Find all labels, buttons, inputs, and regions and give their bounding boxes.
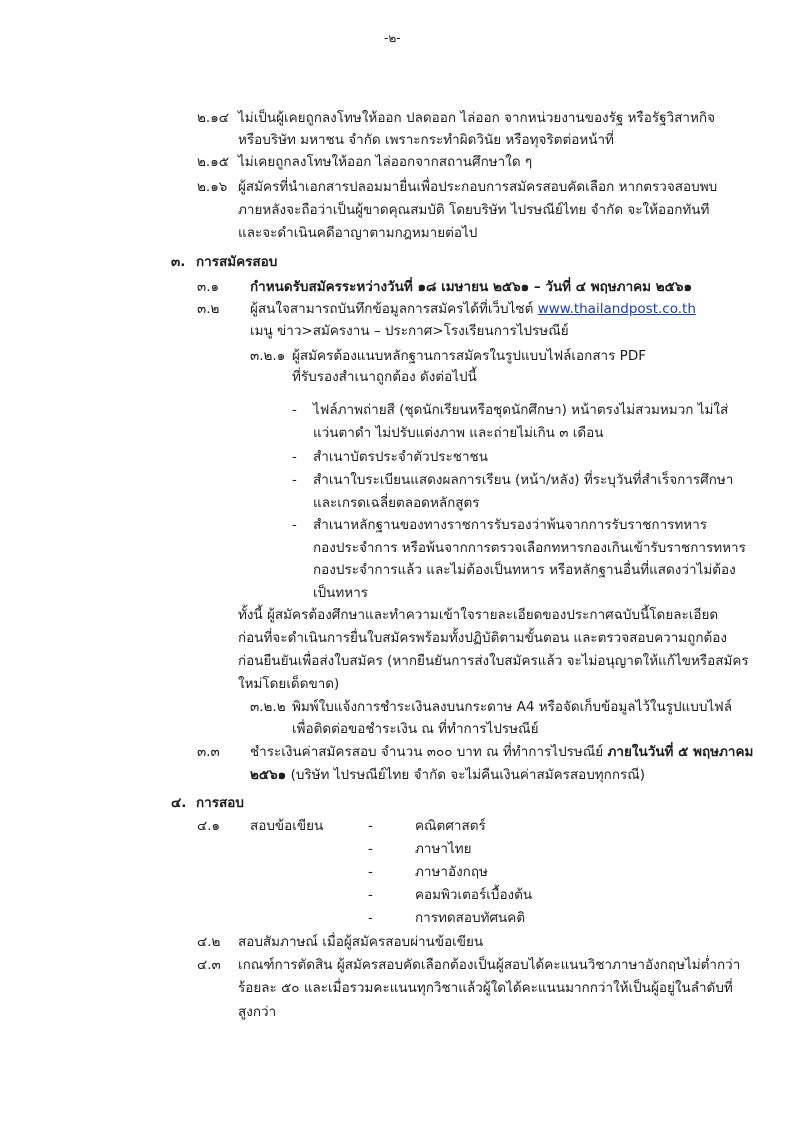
item-text: สอบข้อเขียน — [250, 818, 324, 834]
item-text: สูงกว่า — [238, 1004, 277, 1020]
item-text — [250, 299, 696, 319]
item-text: เกณฑ์การตัดสิน ผู้สมัครสอบคัดเลือกต้องเป็นผู้สอบได้คะแนนวิชาภาษาอังกฤษไม่ต่ำกว่า — [238, 957, 741, 973]
application-period: กำหนดรับสมัครระหว่างวันที่ ๑๘ เมษายน ๒๕๖๑ – วันที่ ๔ พฤษภาคม ๒๕๖๑ — [250, 279, 693, 295]
item-number: ๓.๒.๑ — [250, 348, 286, 364]
list-item: กองประจำการแล้ว และไม่ต้องเป็นทหาร หรือหลักฐานอื่นที่แสดงว่าไม่ต้อง — [313, 562, 736, 578]
bullet-dash: - — [368, 887, 373, 903]
section-title: การสมัครสอบ — [196, 254, 278, 270]
item-text: ผู้สมัครต้องแนบหลักฐานการสมัครในรูปแบบไฟล์เอกสาร PDF — [292, 348, 646, 364]
subject-item: คณิตศาสตร์ — [415, 818, 486, 834]
item-text: สอบสัมภาษณ์ เมื่อผู้สมัครสอบผ่านข้อเขียน — [238, 934, 484, 950]
item-text — [250, 765, 645, 785]
item-text: ร้อยละ ๕๐ และเมื่อรวมคะแนนทุกวิชาแล้วผู้ใดได้คะแนนมากกว่าให้เป็นผู้อยู่ในลำดับที่ — [238, 980, 733, 996]
item-text: ที่รับรองสำเนาถูกต้อง ดังต่อไปนี้ — [292, 369, 477, 385]
website-link[interactable]: www.thailandpost.co.th — [537, 301, 696, 317]
item-text — [250, 742, 753, 762]
item-text: ไม่เคยถูกลงโทษให้ออก ไล่ออกจากสถานศึกษาใด ๆ — [238, 154, 533, 170]
bullet-dash: - — [368, 910, 373, 926]
fee-deadline: ภายในวันที่ ๕ พฤษภาคม — [607, 744, 754, 760]
item-text: หรือบริษัท มหาชน จำกัด เพราะกระทำผิดวินัย หรือทุจริตต่อหน้าที่ — [238, 132, 614, 148]
menu-path: เมนู ข่าว>สมัครงาน – ประกาศ>โรงเรียนการไปรษณีย์ — [250, 323, 569, 339]
item-text: เพื่อติดต่อขอชำระเงิน ณ ที่ทำการไปรษณีย์ — [292, 721, 539, 737]
fee-text: ชำระเงินค่าสมัครสอบ จำนวน ๓๐๐ บาท ณ ที่ทำการไปรษณีย์ — [250, 744, 604, 760]
item-number: ๔.๒ — [197, 934, 221, 950]
bullet-dash: - — [292, 517, 297, 533]
section-number: ๓. — [171, 254, 186, 270]
item-text: พิมพ์ใบแจ้งการชำระเงินลงบนกระดาษ A4 หรือจัดเก็บข้อมูลไว้ในรูปแบบไฟล์ — [292, 699, 733, 715]
item-text: ผู้สนใจสามารถบันทึกข้อมูลการสมัครได้ที่เว็บไซต์ — [250, 301, 534, 317]
subject-item: การทดสอบทัศนคติ — [415, 910, 526, 926]
note-text: ใหม่โดยเด็ดขาด) — [238, 676, 340, 692]
note-text: ก่อนที่จะดำเนินการยื่นใบสมัครพร้อมทั้งปฏิบัติตามขั้นตอน และตรวจสอบความถูกต้อง — [238, 630, 727, 646]
item-text: และจะดำเนินคดีอาญาตามกฎหมายต่อไป — [238, 225, 478, 241]
item-number: ๔.๑ — [197, 818, 221, 834]
item-number: ๒.๑๖ — [197, 179, 228, 195]
note-text: ก่อนยืนยันเพื่อส่งใบสมัคร (หากยืนยันการส่งใบสมัครแล้ว จะไม่อนุญาตให้แก้ไขหรือสมัคร — [238, 653, 749, 669]
list-item: และเกรดเฉลี่ยตลอดหลักสูตร — [313, 495, 480, 511]
bullet-dash: - — [368, 818, 373, 834]
bullet-dash: - — [292, 472, 297, 488]
bullet-dash: - — [368, 841, 373, 857]
item-text: ไม่เป็นผู้เคยถูกลงโทษให้ออก ปลดออก ไล่ออก จากหน่วยงานของรัฐ หรือรัฐวิสาหกิจ — [238, 110, 715, 126]
item-number: ๒.๑๕ — [197, 154, 229, 170]
item-number: ๓.๒ — [197, 301, 220, 317]
item-number: ๒.๑๔ — [197, 110, 229, 126]
bullet-dash: - — [292, 449, 297, 465]
fee-deadline-year: ๒๕๖๑ — [250, 767, 287, 783]
item-number: ๓.๓ — [197, 744, 220, 760]
subject-item: ภาษาอังกฤษ — [415, 864, 488, 880]
page-number: -๒- — [384, 31, 401, 45]
refund-note: (บริษัท ไปรษณีย์ไทย จำกัด จะไม่คืนเงินค่าสมัครสอบทุกกรณี) — [290, 767, 646, 783]
note-text: ทั้งนี้ ผู้สมัครต้องศึกษาและทำความเข้าใจรายละเอียดของประกาศฉบับนี้โดยละเอียด — [238, 607, 719, 623]
list-item: สำเนาบัตรประจำตัวประชาชน — [313, 449, 488, 465]
subject-item: คอมพิวเตอร์เบื้องต้น — [415, 887, 533, 903]
list-item: สำเนาใบระเบียนแสดงผลการเรียน (หน้า/หลัง) ที่ระบุวันที่สำเร็จการศึกษา — [313, 472, 734, 488]
list-item: แว่นตาดำ ไม่ปรับแต่งภาพ และถ่ายไม่เกิน ๓ เดือน — [313, 425, 604, 441]
list-item: เป็นทหาร — [313, 585, 369, 601]
item-number: ๓.๑ — [197, 279, 220, 295]
list-item: ไฟล์ภาพถ่ายสี (ชุดนักเรียนหรือชุดนักศึกษา) หน้าตรงไม่สวมหมวก ไม่ใส่ — [313, 402, 729, 418]
section-title: การสอบ — [196, 795, 244, 811]
bullet-dash: - — [292, 402, 297, 418]
list-item: กองประจำการ หรือพ้นจากการตรวจเลือกทหารกองเกินเข้ารับราชการทหาร — [313, 540, 746, 556]
item-text: ผู้สมัครที่นำเอกสารปลอมมายื่นเพื่อประกอบการสมัครสอบคัดเลือก หากตรวจสอบพบ — [238, 179, 718, 195]
subject-item: ภาษาไทย — [415, 841, 472, 857]
section-number: ๔. — [171, 795, 187, 811]
bullet-dash: - — [368, 864, 373, 880]
item-number: ๔.๓ — [197, 957, 221, 973]
item-text: ภายหลังจะถือว่าเป็นผู้ขาดคุณสมบัติ โดยบริษัท ไปรษณีย์ไทย จำกัด จะให้ออกทันที — [238, 202, 710, 218]
list-item: สำเนาหลักฐานของทางราชการรับรองว่าพ้นจากการรับราชการทหาร — [313, 517, 708, 533]
item-number: ๓.๒.๒ — [250, 699, 286, 715]
